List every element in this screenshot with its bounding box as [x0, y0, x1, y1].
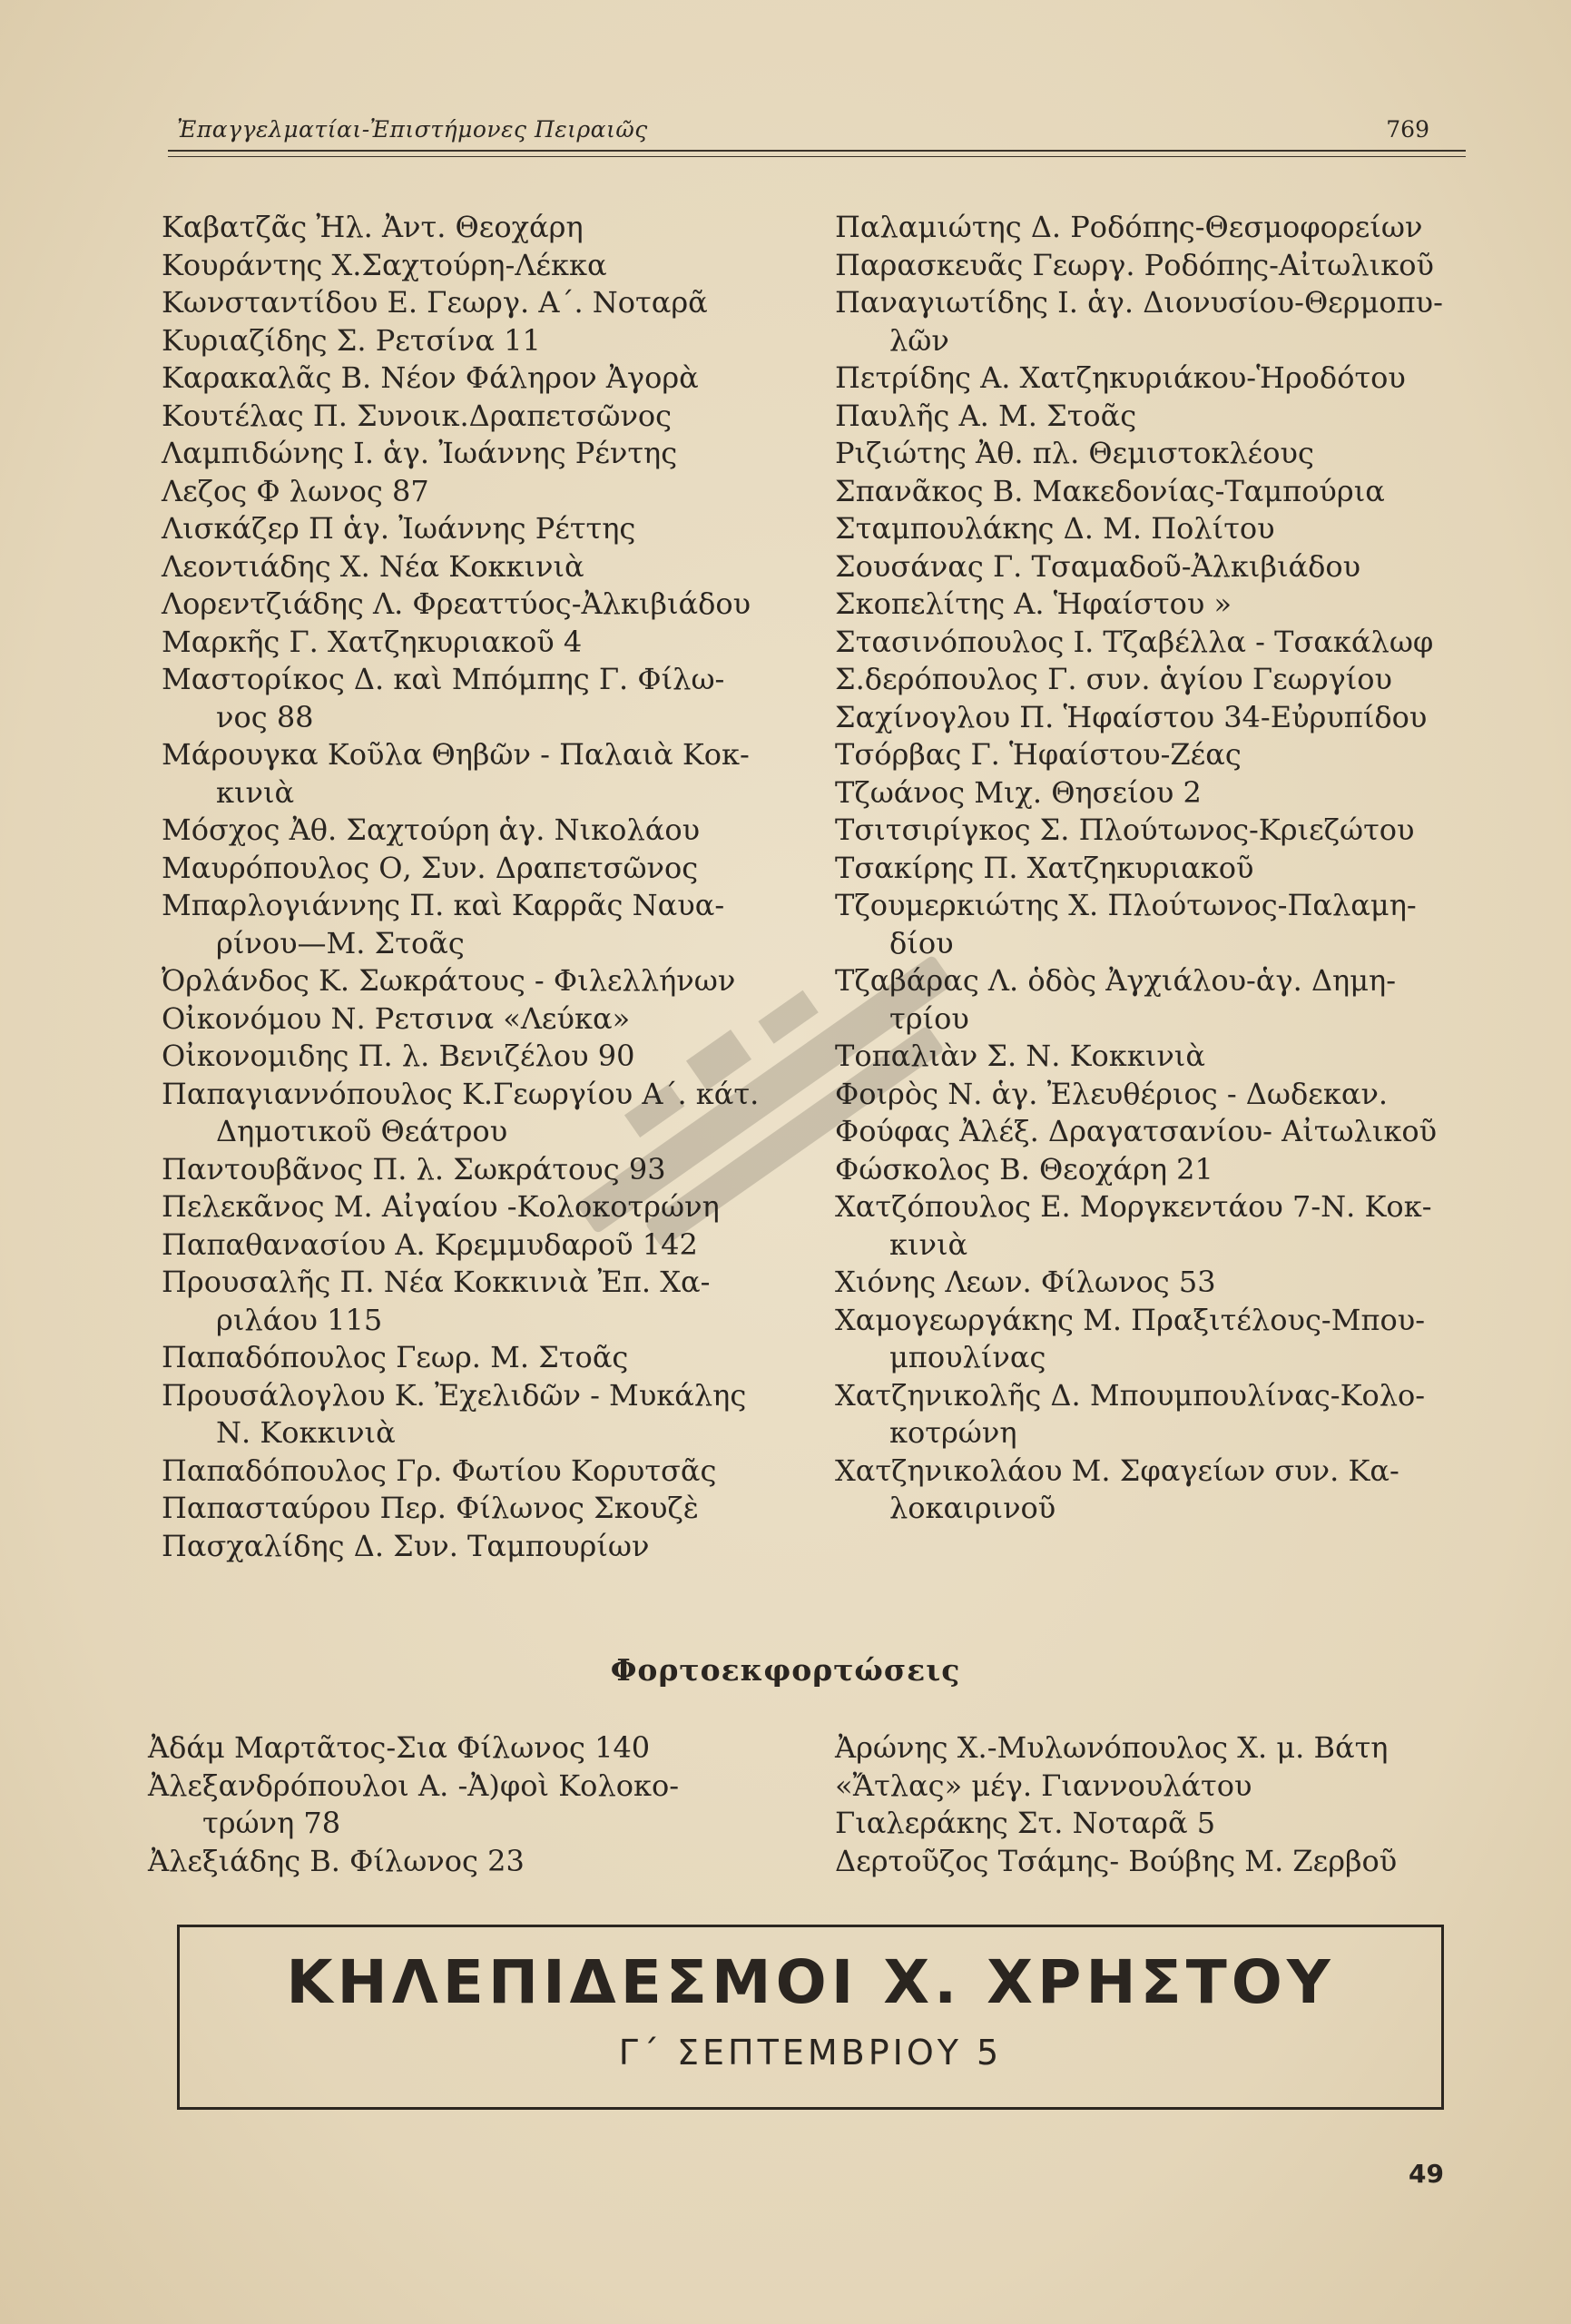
entry-text: Παπαδόπουλος Γρ. Φωτίου Κορυτσᾶς [162, 1452, 717, 1488]
directory-entry [835, 887, 1475, 962]
entry-text: Τοπαλιὰν Σ. Ν. Κοκκινιὰ [835, 1039, 1205, 1073]
directory-entry [162, 586, 797, 624]
directory-entry [148, 1729, 792, 1768]
entry-text: Στασινόπουλος Ι. Τζαβέλλα - Τσακάλωφ [835, 624, 1434, 659]
entry-text: Τσιτσιρίγκος Σ. Πλούτωνος-Κριεζώτου [835, 812, 1415, 847]
directory-entry [162, 1226, 797, 1265]
entry-text: Κουτέλας Π. Συνοικ.Δραπετσῶνος [162, 398, 673, 433]
entry-text: «Ἄτλας» μέγ. Γιαννουλάτου [835, 1768, 1252, 1803]
entry-continuation: ριλάου 115 [216, 1302, 383, 1337]
directory-entry [835, 473, 1475, 511]
directory-entry [162, 322, 797, 360]
advertisement-title: ΚΗΛΕΠΙΔΕΣΜΟΙ Χ. ΧΡΗΣΤΟΥ [286, 1947, 1335, 2017]
entry-text: Χατζηνικολάου Μ. Σφαγείων συν. Κα- [835, 1452, 1399, 1488]
entry-text: Μπαρλογιάννης Π. καὶ Καρρᾶς Ναυα- [162, 888, 725, 922]
entry-continuation: λῶν [889, 322, 949, 358]
directory-entry [162, 1000, 797, 1039]
entry-text: Δερτοῦζος Τσάμης- Βούβης Μ. Ζερβοῦ [835, 1843, 1398, 1878]
entry-continuation: κινιὰ [216, 774, 295, 810]
directory-entry [162, 1528, 797, 1566]
entry-text: Παπαθανασίου Α. Κρεμμυδαροῦ 142 [162, 1226, 698, 1262]
directory-entry [162, 1038, 797, 1076]
directory-entry [162, 284, 797, 322]
directory-entry [835, 284, 1475, 359]
directory-entry [835, 736, 1475, 774]
entry-text: Καβατζᾶς Ἠλ. Ἀντ. Θεοχάρη [162, 210, 584, 244]
directory-entry [835, 699, 1475, 737]
directory-entry [835, 1302, 1475, 1377]
directory-column-right [835, 209, 1475, 1528]
entry-text: Πετρίδης Α. Χατζηκυριάκου-Ἡροδότου [835, 360, 1406, 395]
directory-entry [835, 624, 1475, 662]
directory-entry [162, 624, 797, 662]
directory-entry [835, 435, 1475, 473]
header-title: Ἐπαγγελματίαι-Ἐπιστήμονες Πειραιῶς [177, 116, 648, 143]
footer-page-number: 49 [1409, 2159, 1444, 2189]
entry-text: Λισκάζερ Π ἁγ. Ἰωάννης Ρέττης [162, 511, 636, 546]
directory-entry [162, 435, 797, 473]
header-rule-thin [168, 156, 1466, 157]
directory-entry [835, 1729, 1475, 1768]
directory-entry [162, 1151, 797, 1189]
directory-entry [835, 1805, 1475, 1843]
directory-entry [162, 850, 797, 888]
entry-text: Λεοντιάδης Χ. Νέα Κοκκινιὰ [162, 548, 584, 584]
entry-text: Παυλῆς Α. Μ. Στοᾶς [835, 398, 1137, 433]
header-rule [168, 150, 1466, 152]
entry-text: Ἀλεξανδρόπουλοι Α. -Ἀ)φοὶ Κολοκο- [148, 1768, 680, 1803]
entry-text: Μαστορίκος Δ. καὶ Μπόμπης Γ. Φίλω- [162, 662, 725, 696]
entry-text: Λορεντζιάδης Λ. Φρεαττύος-Ἀλκιβιάδου [162, 586, 751, 621]
section-column-right [835, 1729, 1475, 1880]
directory-entry [835, 1151, 1475, 1189]
directory-entry [835, 812, 1475, 850]
entry-text: Παρασκευᾶς Γεωργ. Ροδόπης-Αἰτωλικοῦ [835, 247, 1434, 282]
entry-continuation: νος 88 [216, 699, 314, 734]
entry-text: Χατζηνικολῆς Δ. Μπουμπουλίνας-Κολο- [835, 1377, 1426, 1413]
entry-text: Μόσχος Ἀθ. Σαχτούρη ἁγ. Νικολάου [162, 812, 701, 847]
entry-text: Σταμπουλάκης Δ. Μ. Πολίτου [835, 511, 1275, 546]
directory-entry [162, 209, 797, 247]
directory-column-left [162, 209, 797, 1565]
entry-text: Σκοπελίτης Α. Ἡφαίστου » [835, 586, 1232, 621]
directory-entry [835, 1038, 1475, 1076]
entry-text: Φούφας Ἀλέξ. Δραγατσανίου- Αἰτωλικοῦ [835, 1114, 1438, 1148]
entry-text: Ἀδάμ Μαρτᾶτος-Σια Φίλωνος 140 [148, 1730, 651, 1765]
entry-text: Σουσάνας Γ. Τσαμαδοῦ-Ἀλκιβιάδου [835, 548, 1361, 584]
entry-text: Πασχαλίδης Δ. Συν. Ταμπουρίων [162, 1528, 650, 1563]
directory-entry [835, 510, 1475, 548]
advertisement-box [177, 1925, 1444, 2110]
directory-entry [835, 1377, 1475, 1452]
directory-entry [835, 774, 1475, 812]
directory-entry [162, 1264, 797, 1339]
entry-text: Λαμπιδώνης Ι. ἁγ. Ἰωάννης Ρέντης [162, 436, 678, 470]
entry-text: Φώσκολος Β. Θεοχάρη 21 [835, 1151, 1213, 1187]
entry-text: Κωνσταντίδου Ε. Γεωργ. Α΄. Νοταρᾶ [162, 285, 708, 320]
entry-text: Λεζος Φ λωνος 87 [162, 473, 429, 508]
directory-entry [835, 962, 1475, 1038]
entry-text: Μαρκῆς Γ. Χατζηκυριακοῦ 4 [162, 624, 583, 659]
entry-continuation: μπουλίνας [889, 1340, 1046, 1374]
entry-text: Τζαβάρας Λ. ὁδὸς Ἀγχιάλου-ἁγ. Δημη- [835, 963, 1396, 998]
directory-entry [162, 1490, 797, 1528]
directory-entry [162, 812, 797, 850]
entry-text: Σαχίνογλου Π. Ἡφαίστου 34-Εὐρυπίδου [835, 699, 1428, 734]
directory-entry [148, 1768, 792, 1843]
directory-entry [162, 548, 797, 586]
directory-entry [835, 209, 1475, 247]
entry-text: Οἰκονόμου Ν. Ρετσινα «Λεύκα» [162, 1000, 631, 1036]
entry-text: Χατζόπουλος Ε. Μοργκεντάου 7-Ν. Κοκ- [835, 1189, 1432, 1224]
entry-text: Παπαγιαννόπουλος Κ.Γεωργίου Α΄. κάτ. [162, 1076, 760, 1111]
directory-entry [148, 1843, 792, 1881]
entry-text: Τζουμερκιώτης Χ. Πλούτωνος-Παλαμη- [835, 888, 1417, 922]
entry-continuation: κοτρώνη [889, 1415, 1017, 1450]
entry-text: Τσόρβας Γ. Ἡφαίστου-Ζέας [835, 737, 1242, 772]
entry-text: Μάρουγκα Κοῦλα Θηβῶν - Παλαιὰ Κοκ- [162, 737, 750, 772]
entry-continuation: κινιὰ [889, 1226, 968, 1262]
entry-text: Τσακίρης Π. Χατζηκυριακοῦ [835, 850, 1254, 885]
directory-entry [162, 1339, 797, 1377]
directory-entry [835, 586, 1475, 624]
directory-entry [162, 1377, 797, 1452]
section-title: Φορτοεκφορτώσεις [610, 1652, 961, 1688]
directory-entry [162, 1188, 797, 1226]
directory-entry [162, 247, 797, 285]
entry-text: Ὀρλάνδος Κ. Σωκράτους - Φιλελλήνων [162, 963, 736, 998]
entry-text: Ἀρώνης Χ.-Μυλωνόπουλος Χ. μ. Βάτη [835, 1730, 1389, 1765]
directory-entry [162, 510, 797, 548]
entry-text: Γιαλεράκης Στ. Νοταρᾶ 5 [835, 1806, 1216, 1840]
entry-continuation: λοκαιρινοῦ [889, 1491, 1056, 1525]
entry-continuation: Δημοτικοῦ Θεάτρου [216, 1114, 508, 1148]
directory-entry [835, 1768, 1475, 1806]
directory-entry [835, 661, 1475, 699]
entry-text: Παπασταύρου Περ. Φίλωνος Σκουζὲ [162, 1491, 699, 1525]
directory-entry [835, 247, 1475, 285]
directory-entry [162, 962, 797, 1000]
directory-entry [835, 1076, 1475, 1114]
directory-entry [162, 661, 797, 736]
directory-entry [162, 887, 797, 962]
entry-text: Προυσάλογλου Κ. Ἐχελιδῶν - Μυκάλης [162, 1377, 747, 1413]
entry-text: Κυριαζίδης Σ. Ρετσίνα 11 [162, 322, 541, 358]
entry-text: Προυσαλῆς Π. Νέα Κοκκινιὰ Ἐπ. Χα- [162, 1265, 711, 1299]
entry-text: Ριζιώτης Ἀθ. πλ. Θεμιστοκλέους [835, 436, 1314, 470]
directory-entry [162, 736, 797, 812]
directory-entry [835, 1452, 1475, 1528]
directory-entry [835, 398, 1475, 436]
entry-text: Καρακαλᾶς Β. Νέον Φάληρον Ἀγορὰ [162, 360, 699, 395]
entry-continuation: τρίου [889, 1000, 969, 1036]
entry-text: Κουράντης Χ.Σαχτούρη-Λέκκα [162, 247, 607, 282]
entry-continuation: δίου [889, 925, 954, 960]
entry-continuation: ρίνου—Μ. Στοᾶς [216, 925, 465, 960]
advertisement-address: Γ΄ ΣΕΠΤΕΜΒΡΙΟΥ 5 [618, 2033, 1003, 2073]
directory-entry [835, 1188, 1475, 1264]
entry-text: Χιόνης Λεων. Φίλωνος 53 [835, 1265, 1216, 1299]
entry-text: Σ.δερόπουλος Γ. συν. ἁγίου Γεωργίου [835, 662, 1392, 696]
entry-continuation: τρώνη 78 [202, 1806, 341, 1840]
entry-text: Παντουβᾶνος Π. λ. Σωκράτους 93 [162, 1151, 666, 1187]
directory-entry [162, 1076, 797, 1151]
entry-text: Παπαδόπουλος Γεωρ. Μ. Στοᾶς [162, 1340, 629, 1374]
entry-continuation: Ν. Κοκκινιὰ [216, 1415, 396, 1450]
entry-text: Οἰκονομιδης Π. λ. Βενιζέλου 90 [162, 1039, 635, 1073]
entry-text: Πελεκᾶνος Μ. Αἰγαίου -Κολοκοτρώνη [162, 1189, 720, 1224]
directory-entry [162, 359, 797, 398]
entry-text: Φοιρὸς Ν. ἁγ. Ἐλευθέριος - Δωδεκαν. [835, 1076, 1389, 1111]
directory-entry [835, 850, 1475, 888]
entry-text: Χαμογεωργάκης Μ. Πραξιτέλους-Μπου- [835, 1302, 1426, 1337]
entry-text: Τζωάνος Μιχ. Θησείου 2 [835, 774, 1202, 810]
directory-entry [162, 398, 797, 436]
header-page-number: 769 [1386, 116, 1429, 143]
entry-text: Παλαμιώτης Δ. Ροδόπης-Θεσμοφορείων [835, 210, 1423, 244]
directory-entry [835, 548, 1475, 586]
directory-entry [835, 1843, 1475, 1881]
directory-entry [835, 359, 1475, 398]
directory-entry [162, 473, 797, 511]
section-column-left [148, 1729, 792, 1880]
entry-text: Σπανᾶκος Β. Μακεδονίας-Ταμπούρια [835, 473, 1385, 508]
entry-text: Μαυρόπουλος Ο, Συν. Δραπετσῶνος [162, 850, 699, 885]
entry-text: Ἀλεξιάδης Β. Φίλωνος 23 [148, 1843, 525, 1878]
directory-entry [835, 1113, 1475, 1151]
entry-text: Παναγιωτίδης Ι. ἁγ. Διονυσίου-Θερμοπυ- [835, 285, 1443, 320]
directory-entry [835, 1264, 1475, 1302]
running-header [168, 107, 1466, 143]
directory-entry [162, 1452, 797, 1491]
